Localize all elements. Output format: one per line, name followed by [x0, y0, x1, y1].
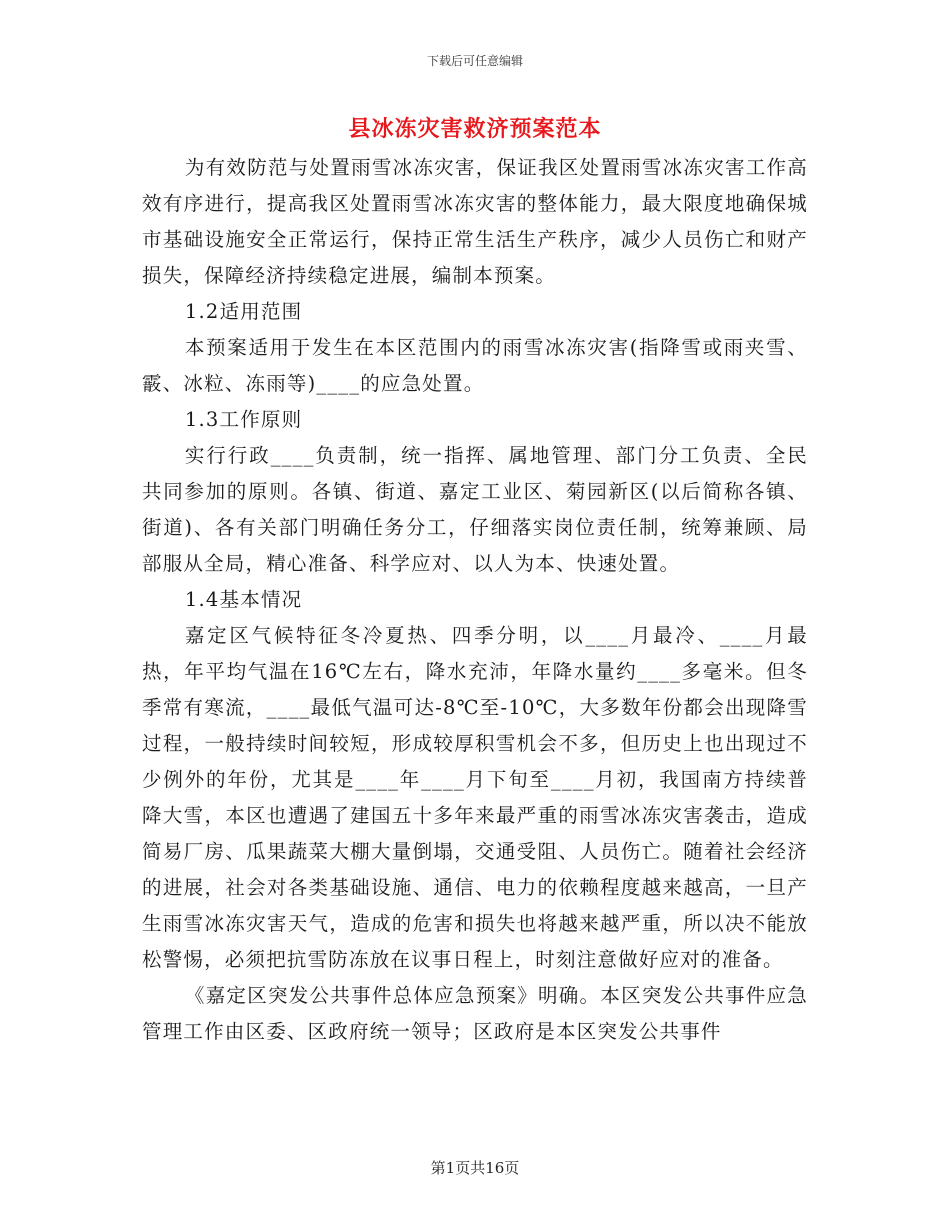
paragraph-emergency-plan: 《嘉定区突发公共事件总体应急预案》明确。本区突发公共事件应急管理工作由区委、区政府统一领导；区政府是本区突发公共事件: [142, 984, 808, 1043]
paragraph-basic-info: 嘉定区气候特征冬冷夏热、四季分明，以____月最冷、____月最热，年平均气温在16℃左右，降水充沛，年降水量约____多毫米。但冬季常有寒流，____最低气温可达-8℃至-10℃，大多数年份都会出现降雪过程，一般持续时间较短，形成较厚积雪机会不多，但历史上也出现过不少例外的年份，尤其是____年____月下旬至____月初，我国南方持续普降大雪，本区也遭遇了建国五十多年来最严重的雨雪冰冻灾害袭击，造成简易厂房、瓜果蔬菜大棚大量倒塌，交通受阻、人员伤亡。随着社会经济的进展，社会对各类基础设施、通信、电力的依赖程度越来越高，一旦产生雨雪冰冻灾害天气，造成的危害和损失也将越来越严重，所以决不能放松警惕，必须把抗雪防冻放在议事日程上，时刻注意做好应对的准备。: [142, 624, 808, 971]
paragraph-intro: 为有效防范与处置雨雪冰冻灾害，保证我区处置雨雪冰冻灾害工作高效有序进行，提高我区处置雨雪冰冻灾害的整体能力，最大限度地确保城市基础设施安全正常运行，保持正常生活生产秩序，减少人员伤亡和财产损失，保障经济持续稳定进展，编制本预案。: [142, 156, 808, 287]
section-heading-basic-info: 1.4基本情况: [184, 588, 303, 611]
page-footer: 第1页共16页: [430, 1159, 520, 1177]
paragraph-principles: 实行行政____负责制，统一指挥、属地管理、部门分工负责、全民共同参加的原则。各镇、街道、嘉定工业区、菊园新区(以后简称各镇、街道)、各有关部门明确任务分工，仔细落实岗位责任制，统筹兼顾、局部服从全局，精心准备、科学应对、以人为本、快速处置。: [142, 444, 808, 575]
page-header: 下载后可任意编辑: [426, 54, 523, 68]
document-body: [142, 150, 808, 1050]
section-heading-principles: 1.3工作原则: [184, 408, 303, 431]
document-title: 县冰冻灾害救济预案范本: [348, 116, 602, 142]
paragraph-scope: 本预案适用于发生在本区范围内的雨雪冰冻灾害(指降雪或雨夹雪、霰、冰粒、冻雨等)____的应急处置。: [142, 336, 808, 395]
section-heading-scope: 1.2适用范围: [184, 300, 303, 323]
